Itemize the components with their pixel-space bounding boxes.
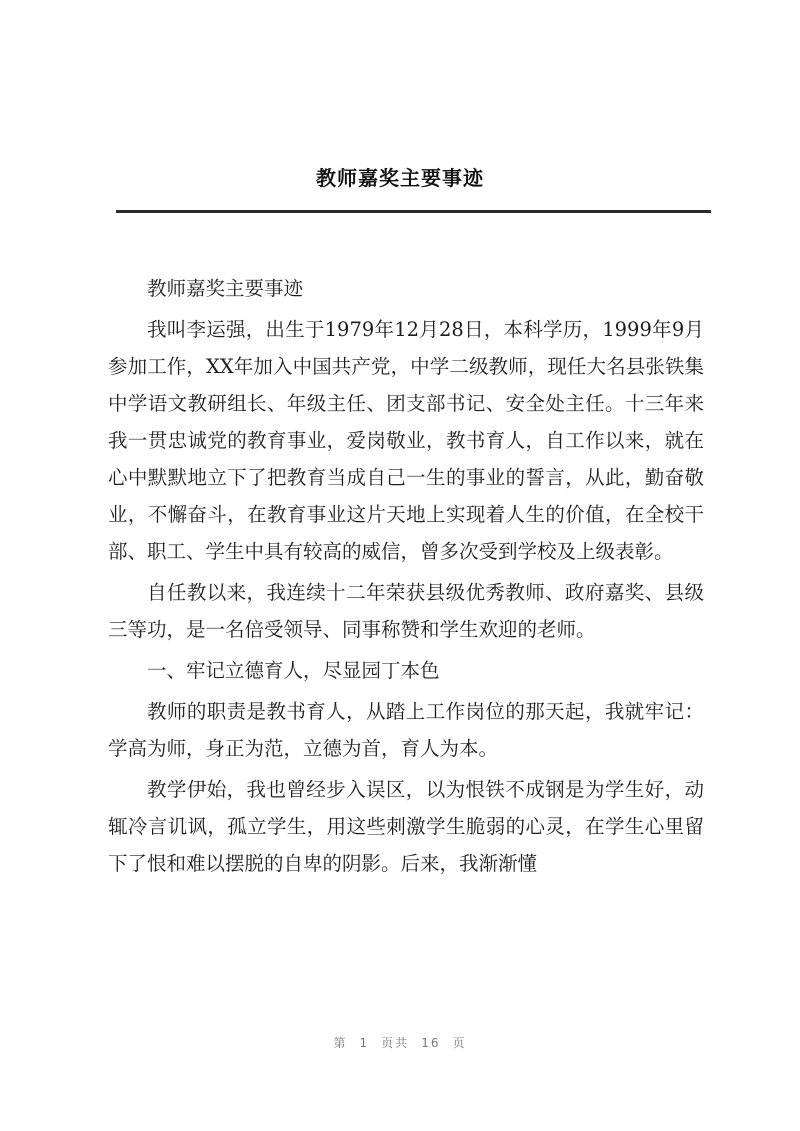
- document-title: 教师嘉奖主要事迹: [316, 166, 484, 190]
- footer-current-page: 1: [359, 1036, 370, 1050]
- footer-prefix: 第: [333, 1036, 348, 1050]
- document-body: [108, 270, 704, 886]
- paragraph-intro: 我叫李运强，出生于1979年12月28日，本科学历，1999年9月参加工作，XX年加入中国共产党，中学二级教师，现任大名县张铁集中学语文教研组长、年级主任、团支部书记、安全处主任。十三年来我一贯忠诚党的教育事业，爱岗敬业，教书育人，自工作以来，就在心中默默地立下了把教育当成自己一生的事业的誓言，从此，勤奋敬业，不懈奋斗，在教育事业这片天地上实现着人生的价值，在全校干部、职工、学生中具有较高的威信，曾多次受到学校及上级表彰。: [108, 318, 704, 563]
- page-footer: [0, 1034, 800, 1051]
- footer-total-pages: 16: [421, 1036, 441, 1050]
- paragraph-honors: 自任教以来，我连续十二年荣获县级优秀教师、政府嘉奖、县级三等功，是一名倍受领导、同事称赞和学生欢迎的老师。: [108, 581, 704, 641]
- footer-suffix: 页: [452, 1036, 467, 1050]
- paragraph-duty: 教师的职责是教书育人，从踏上工作岗位的那天起，我就牢记：学高为师，身正为范，立德为首，育人为本。: [108, 700, 704, 760]
- section-heading-1: 一、牢记立德育人，尽显园丁本色: [147, 659, 440, 682]
- footer-middle: 页共: [381, 1036, 410, 1050]
- paragraph-heading: 教师嘉奖主要事迹: [147, 277, 304, 300]
- title-underline: [116, 210, 711, 213]
- paragraph-early-teaching: 教学伊始，我也曾经步入误区，以为恨铁不成钢是为学生好，动辄冷言讥讽，孤立学生，用这些刺激学生脆弱的心灵，在学生心里留下了恨和难以摆脱的自卑的阴影。后来，我渐渐懂: [108, 778, 704, 875]
